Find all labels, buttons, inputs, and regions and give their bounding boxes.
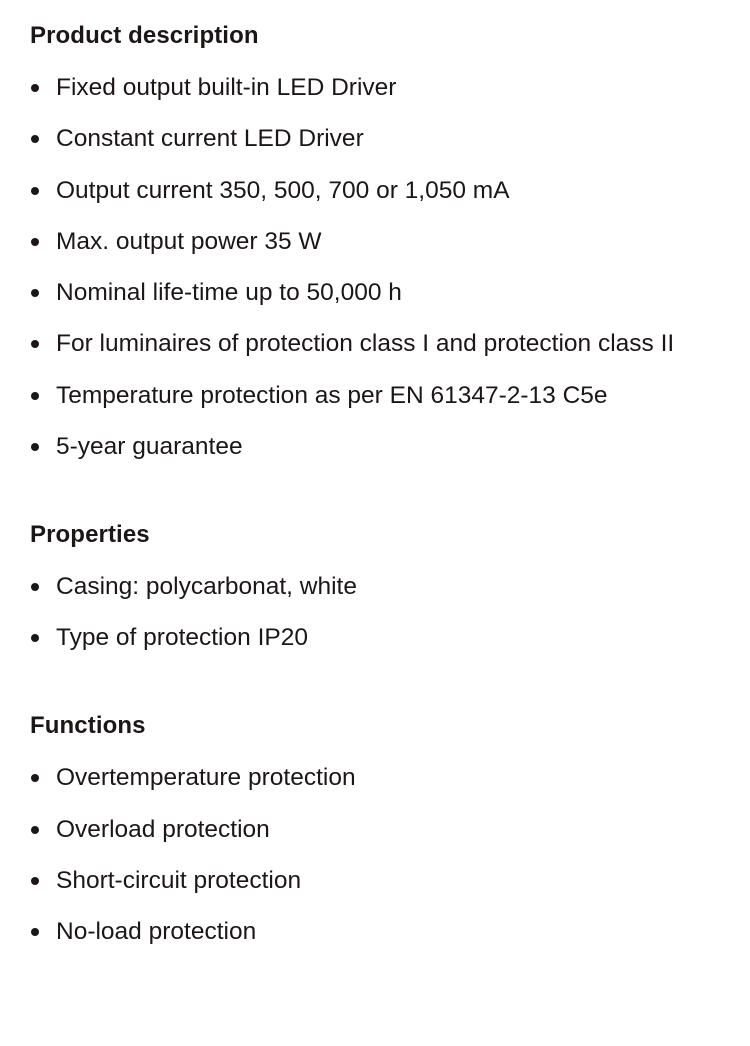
list-item [30,812,746,863]
bullet-icon [31,774,39,782]
list-item [30,224,746,275]
list-item-text: Overtemperature protection [56,764,356,792]
properties-section [30,517,746,656]
product-info-page [30,18,746,950]
list-item-text: Fixed output built-in LED Driver [56,74,397,101]
bullet-icon [31,928,39,936]
list-item-text: No-load protection [56,918,257,946]
bullet-icon [31,289,39,297]
list-item-text: Overload protection [56,815,270,843]
product-description-heading: Product description [30,22,259,49]
list-item [30,569,746,620]
functions-section [30,708,746,950]
list-item [30,760,746,811]
list-item [30,326,746,377]
bullet-icon [31,135,39,143]
bullet-icon [31,443,39,451]
bullet-icon [31,877,39,885]
list-item-text: Output current 350, 500, 700 or 1,050 mA [56,176,510,204]
product-description-section [30,18,746,465]
list-item-text: For luminaires of protection class I and protection class II [56,330,675,358]
bullet-icon [31,340,39,348]
list-item-text: 5-year guarantee [56,433,243,461]
list-item-text: Constant current LED Driver [56,125,364,153]
list-item [30,863,746,914]
bullet-icon [31,392,39,400]
list-item-text: Temperature protection as per EN 61347-2-13 C5e [56,381,608,409]
list-item-text: Casing: polycarbonat, white [56,573,357,601]
properties-heading: Properties [30,521,150,549]
list-item-text: Nominal life-time up to 50,000 h [56,279,402,307]
product-description-list [30,70,746,465]
list-item [30,429,746,465]
functions-heading: Functions [30,712,146,740]
list-item [30,620,746,656]
list-item-text: Max. output power 35 W [56,227,322,255]
bullet-icon [31,826,39,834]
list-item [30,378,746,429]
list-item [30,275,746,326]
bullet-icon [31,187,39,195]
list-item-text: Short-circuit protection [56,866,302,894]
list-item [30,173,746,224]
list-item-text: Type of protection IP20 [56,624,308,652]
list-item [30,914,746,950]
list-item [30,121,746,172]
properties-list [30,569,746,656]
bullet-icon [31,583,39,591]
bullet-icon [31,84,39,92]
bullet-icon [31,634,39,642]
bullet-icon [31,238,39,246]
functions-list [30,760,746,950]
list-item [30,70,746,121]
